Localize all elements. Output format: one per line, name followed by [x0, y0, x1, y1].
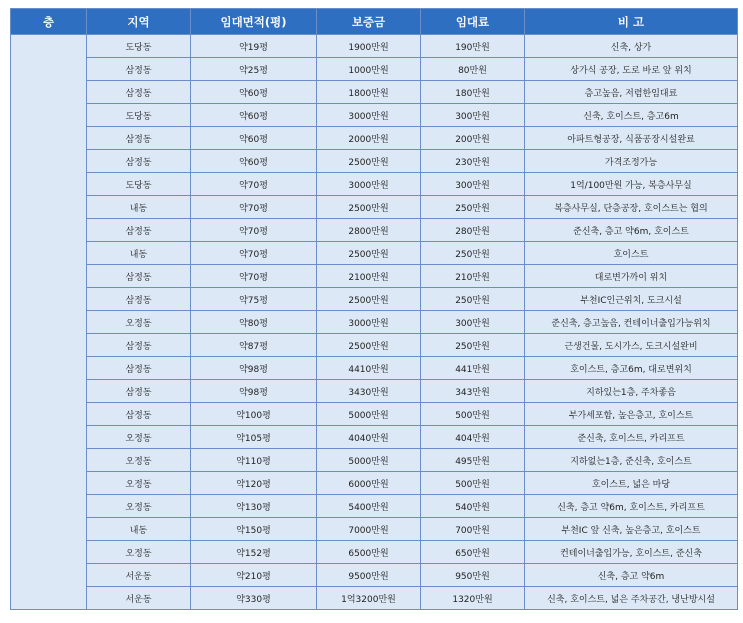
cell-area: 약70평: [191, 196, 317, 219]
table-row: [11, 265, 738, 288]
cell-region: 삼정동: [87, 403, 191, 426]
cell-area: 약150평: [191, 518, 317, 541]
table-row: [11, 357, 738, 380]
cell-remarks: 신축, 층고 약6m, 호이스트, 카리프트: [525, 495, 738, 518]
cell-deposit: 6500만원: [317, 541, 421, 564]
cell-rent: 1320만원: [421, 587, 525, 610]
cell-remarks: 준신축, 층고높음, 컨테이너출입가능위치: [525, 311, 738, 334]
cell-remarks: 준신축, 호이스트, 카리프트: [525, 426, 738, 449]
cell-remarks: 지하없는1층, 준신축, 호이스트: [525, 449, 738, 472]
cell-remarks: 신축, 상가: [525, 35, 738, 58]
cell-deposit: 1900만원: [317, 35, 421, 58]
cell-region: 도당동: [87, 35, 191, 58]
cell-deposit: 2500만원: [317, 334, 421, 357]
cell-deposit: 3000만원: [317, 104, 421, 127]
cell-area: 약210평: [191, 564, 317, 587]
cell-rent: 250만원: [421, 242, 525, 265]
cell-deposit: 2100만원: [317, 265, 421, 288]
cell-rent: 495만원: [421, 449, 525, 472]
cell-remarks: 복층사무실, 단층공장, 호이스트는 협의: [525, 196, 738, 219]
cell-rent: 230만원: [421, 150, 525, 173]
cell-rent: 200만원: [421, 127, 525, 150]
table-row: [11, 472, 738, 495]
cell-deposit: 2500만원: [317, 150, 421, 173]
cell-rent: 250만원: [421, 196, 525, 219]
cell-remarks: 컨테이너출입가능, 호이스트, 준신축: [525, 541, 738, 564]
cell-region: 도당동: [87, 173, 191, 196]
table-row: [11, 564, 738, 587]
cell-area: 약60평: [191, 81, 317, 104]
cell-region: 내동: [87, 242, 191, 265]
cell-deposit: 5000만원: [317, 449, 421, 472]
cell-rent: 250만원: [421, 334, 525, 357]
cell-rent: 280만원: [421, 219, 525, 242]
cell-deposit: 7000만원: [317, 518, 421, 541]
cell-area: 약330평: [191, 587, 317, 610]
cell-area: 약70평: [191, 173, 317, 196]
cell-rent: 500만원: [421, 403, 525, 426]
table-row: [11, 587, 738, 610]
cell-region: 삼정동: [87, 150, 191, 173]
table-row: [11, 518, 738, 541]
cell-deposit: 2500만원: [317, 196, 421, 219]
cell-rent: 250만원: [421, 288, 525, 311]
cell-region: 오정동: [87, 495, 191, 518]
cell-deposit: 4040만원: [317, 426, 421, 449]
listing-table-container: [10, 8, 738, 610]
cell-deposit: 6000만원: [317, 472, 421, 495]
cell-area: 약60평: [191, 127, 317, 150]
cell-region: 오정동: [87, 449, 191, 472]
cell-rent: 650만원: [421, 541, 525, 564]
table-body: [11, 35, 738, 610]
cell-region: 삼정동: [87, 127, 191, 150]
header-remarks: 비 고: [525, 9, 738, 35]
cell-remarks: 가격조정가능: [525, 150, 738, 173]
table-row: [11, 219, 738, 242]
cell-rent: 180만원: [421, 81, 525, 104]
cell-remarks: 준신축, 층고 약6m, 호이스트: [525, 219, 738, 242]
cell-remarks: 층고높음, 저렴한임대료: [525, 81, 738, 104]
cell-area: 약60평: [191, 104, 317, 127]
cell-area: 약70평: [191, 242, 317, 265]
cell-region: 도당동: [87, 104, 191, 127]
cell-region: 서운동: [87, 564, 191, 587]
cell-region: 내동: [87, 518, 191, 541]
cell-deposit: 5400만원: [317, 495, 421, 518]
cell-deposit: 2500만원: [317, 242, 421, 265]
table-row: [11, 288, 738, 311]
cell-remarks: 부가세포함, 높은층고, 호이스트: [525, 403, 738, 426]
cell-remarks: 호이스트, 층고6m, 대로변위치: [525, 357, 738, 380]
cell-area: 약70평: [191, 219, 317, 242]
table-header-row: [11, 9, 738, 35]
cell-region: 오정동: [87, 311, 191, 334]
cell-region: 서운동: [87, 587, 191, 610]
table-row: [11, 334, 738, 357]
cell-region: 삼정동: [87, 357, 191, 380]
cell-remarks: 근생건물, 도시가스, 도크시설완비: [525, 334, 738, 357]
cell-deposit: 4410만원: [317, 357, 421, 380]
cell-area: 약75평: [191, 288, 317, 311]
cell-remarks: 신축, 호이스트, 넓은 주차공간, 냉난방시설: [525, 587, 738, 610]
cell-deposit: 1000만원: [317, 58, 421, 81]
cell-remarks: 지하있는1층, 주차좋음: [525, 380, 738, 403]
cell-remarks: 대로변가까이 위치: [525, 265, 738, 288]
cell-area: 약70평: [191, 265, 317, 288]
cell-deposit: 2500만원: [317, 288, 421, 311]
cell-floor: [11, 35, 87, 610]
table-row: [11, 449, 738, 472]
cell-rent: 441만원: [421, 357, 525, 380]
table-row: [11, 495, 738, 518]
cell-region: 삼정동: [87, 265, 191, 288]
cell-remarks: 부천IC인근위치, 도크시설: [525, 288, 738, 311]
cell-rent: 700만원: [421, 518, 525, 541]
cell-area: 약105평: [191, 426, 317, 449]
cell-deposit: 3000만원: [317, 311, 421, 334]
cell-area: 약60평: [191, 150, 317, 173]
table-row: [11, 58, 738, 81]
table-row: [11, 150, 738, 173]
table-row: [11, 196, 738, 219]
cell-rent: 190만원: [421, 35, 525, 58]
cell-remarks: 상가식 공장, 도로 바로 앞 위치: [525, 58, 738, 81]
header-rent: 임대료: [421, 9, 525, 35]
rental-listing-table: [10, 8, 738, 610]
cell-region: 삼정동: [87, 58, 191, 81]
cell-area: 약98평: [191, 380, 317, 403]
cell-deposit: 2000만원: [317, 127, 421, 150]
table-row: [11, 380, 738, 403]
header-area: 임대면적(평): [191, 9, 317, 35]
cell-deposit: 2800만원: [317, 219, 421, 242]
cell-area: 약120평: [191, 472, 317, 495]
cell-rent: 950만원: [421, 564, 525, 587]
cell-rent: 404만원: [421, 426, 525, 449]
table-row: [11, 541, 738, 564]
cell-deposit: 3000만원: [317, 173, 421, 196]
cell-remarks: 아파트형공장, 식품공장시설완료: [525, 127, 738, 150]
table-row: [11, 426, 738, 449]
table-row: [11, 104, 738, 127]
cell-area: 약110평: [191, 449, 317, 472]
header-floor: 층: [11, 9, 87, 35]
cell-area: 약87평: [191, 334, 317, 357]
cell-rent: 540만원: [421, 495, 525, 518]
table-row: [11, 242, 738, 265]
table-row: [11, 403, 738, 426]
table-row: [11, 127, 738, 150]
table-row: [11, 35, 738, 58]
cell-rent: 500만원: [421, 472, 525, 495]
cell-area: 약152평: [191, 541, 317, 564]
table-row: [11, 81, 738, 104]
cell-region: 삼정동: [87, 81, 191, 104]
cell-area: 약100평: [191, 403, 317, 426]
cell-region: 삼정동: [87, 219, 191, 242]
cell-region: 삼정동: [87, 288, 191, 311]
cell-remarks: 신축, 호이스트, 층고6m: [525, 104, 738, 127]
cell-rent: 300만원: [421, 104, 525, 127]
cell-remarks: 신축, 층고 약6m: [525, 564, 738, 587]
cell-area: 약130평: [191, 495, 317, 518]
table-row: [11, 173, 738, 196]
cell-rent: 210만원: [421, 265, 525, 288]
cell-deposit: 1억3200만원: [317, 587, 421, 610]
cell-deposit: 1800만원: [317, 81, 421, 104]
cell-region: 삼정동: [87, 334, 191, 357]
cell-area: 약98평: [191, 357, 317, 380]
cell-rent: 300만원: [421, 173, 525, 196]
cell-region: 오정동: [87, 472, 191, 495]
cell-rent: 300만원: [421, 311, 525, 334]
cell-remarks: 호이스트, 넓은 마당: [525, 472, 738, 495]
cell-region: 삼정동: [87, 380, 191, 403]
table-row: [11, 311, 738, 334]
cell-remarks: 부천IC 앞 신축, 높은층고, 호이스트: [525, 518, 738, 541]
cell-region: 오정동: [87, 426, 191, 449]
cell-area: 약80평: [191, 311, 317, 334]
cell-area: 약25평: [191, 58, 317, 81]
cell-deposit: 5000만원: [317, 403, 421, 426]
cell-deposit: 9500만원: [317, 564, 421, 587]
cell-remarks: 1억/100만원 가능, 복층사무실: [525, 173, 738, 196]
cell-region: 오정동: [87, 541, 191, 564]
cell-remarks: 호이스트: [525, 242, 738, 265]
cell-rent: 343만원: [421, 380, 525, 403]
cell-region: 내동: [87, 196, 191, 219]
cell-rent: 80만원: [421, 58, 525, 81]
header-region: 지역: [87, 9, 191, 35]
cell-deposit: 3430만원: [317, 380, 421, 403]
header-deposit: 보증금: [317, 9, 421, 35]
cell-area: 약19평: [191, 35, 317, 58]
